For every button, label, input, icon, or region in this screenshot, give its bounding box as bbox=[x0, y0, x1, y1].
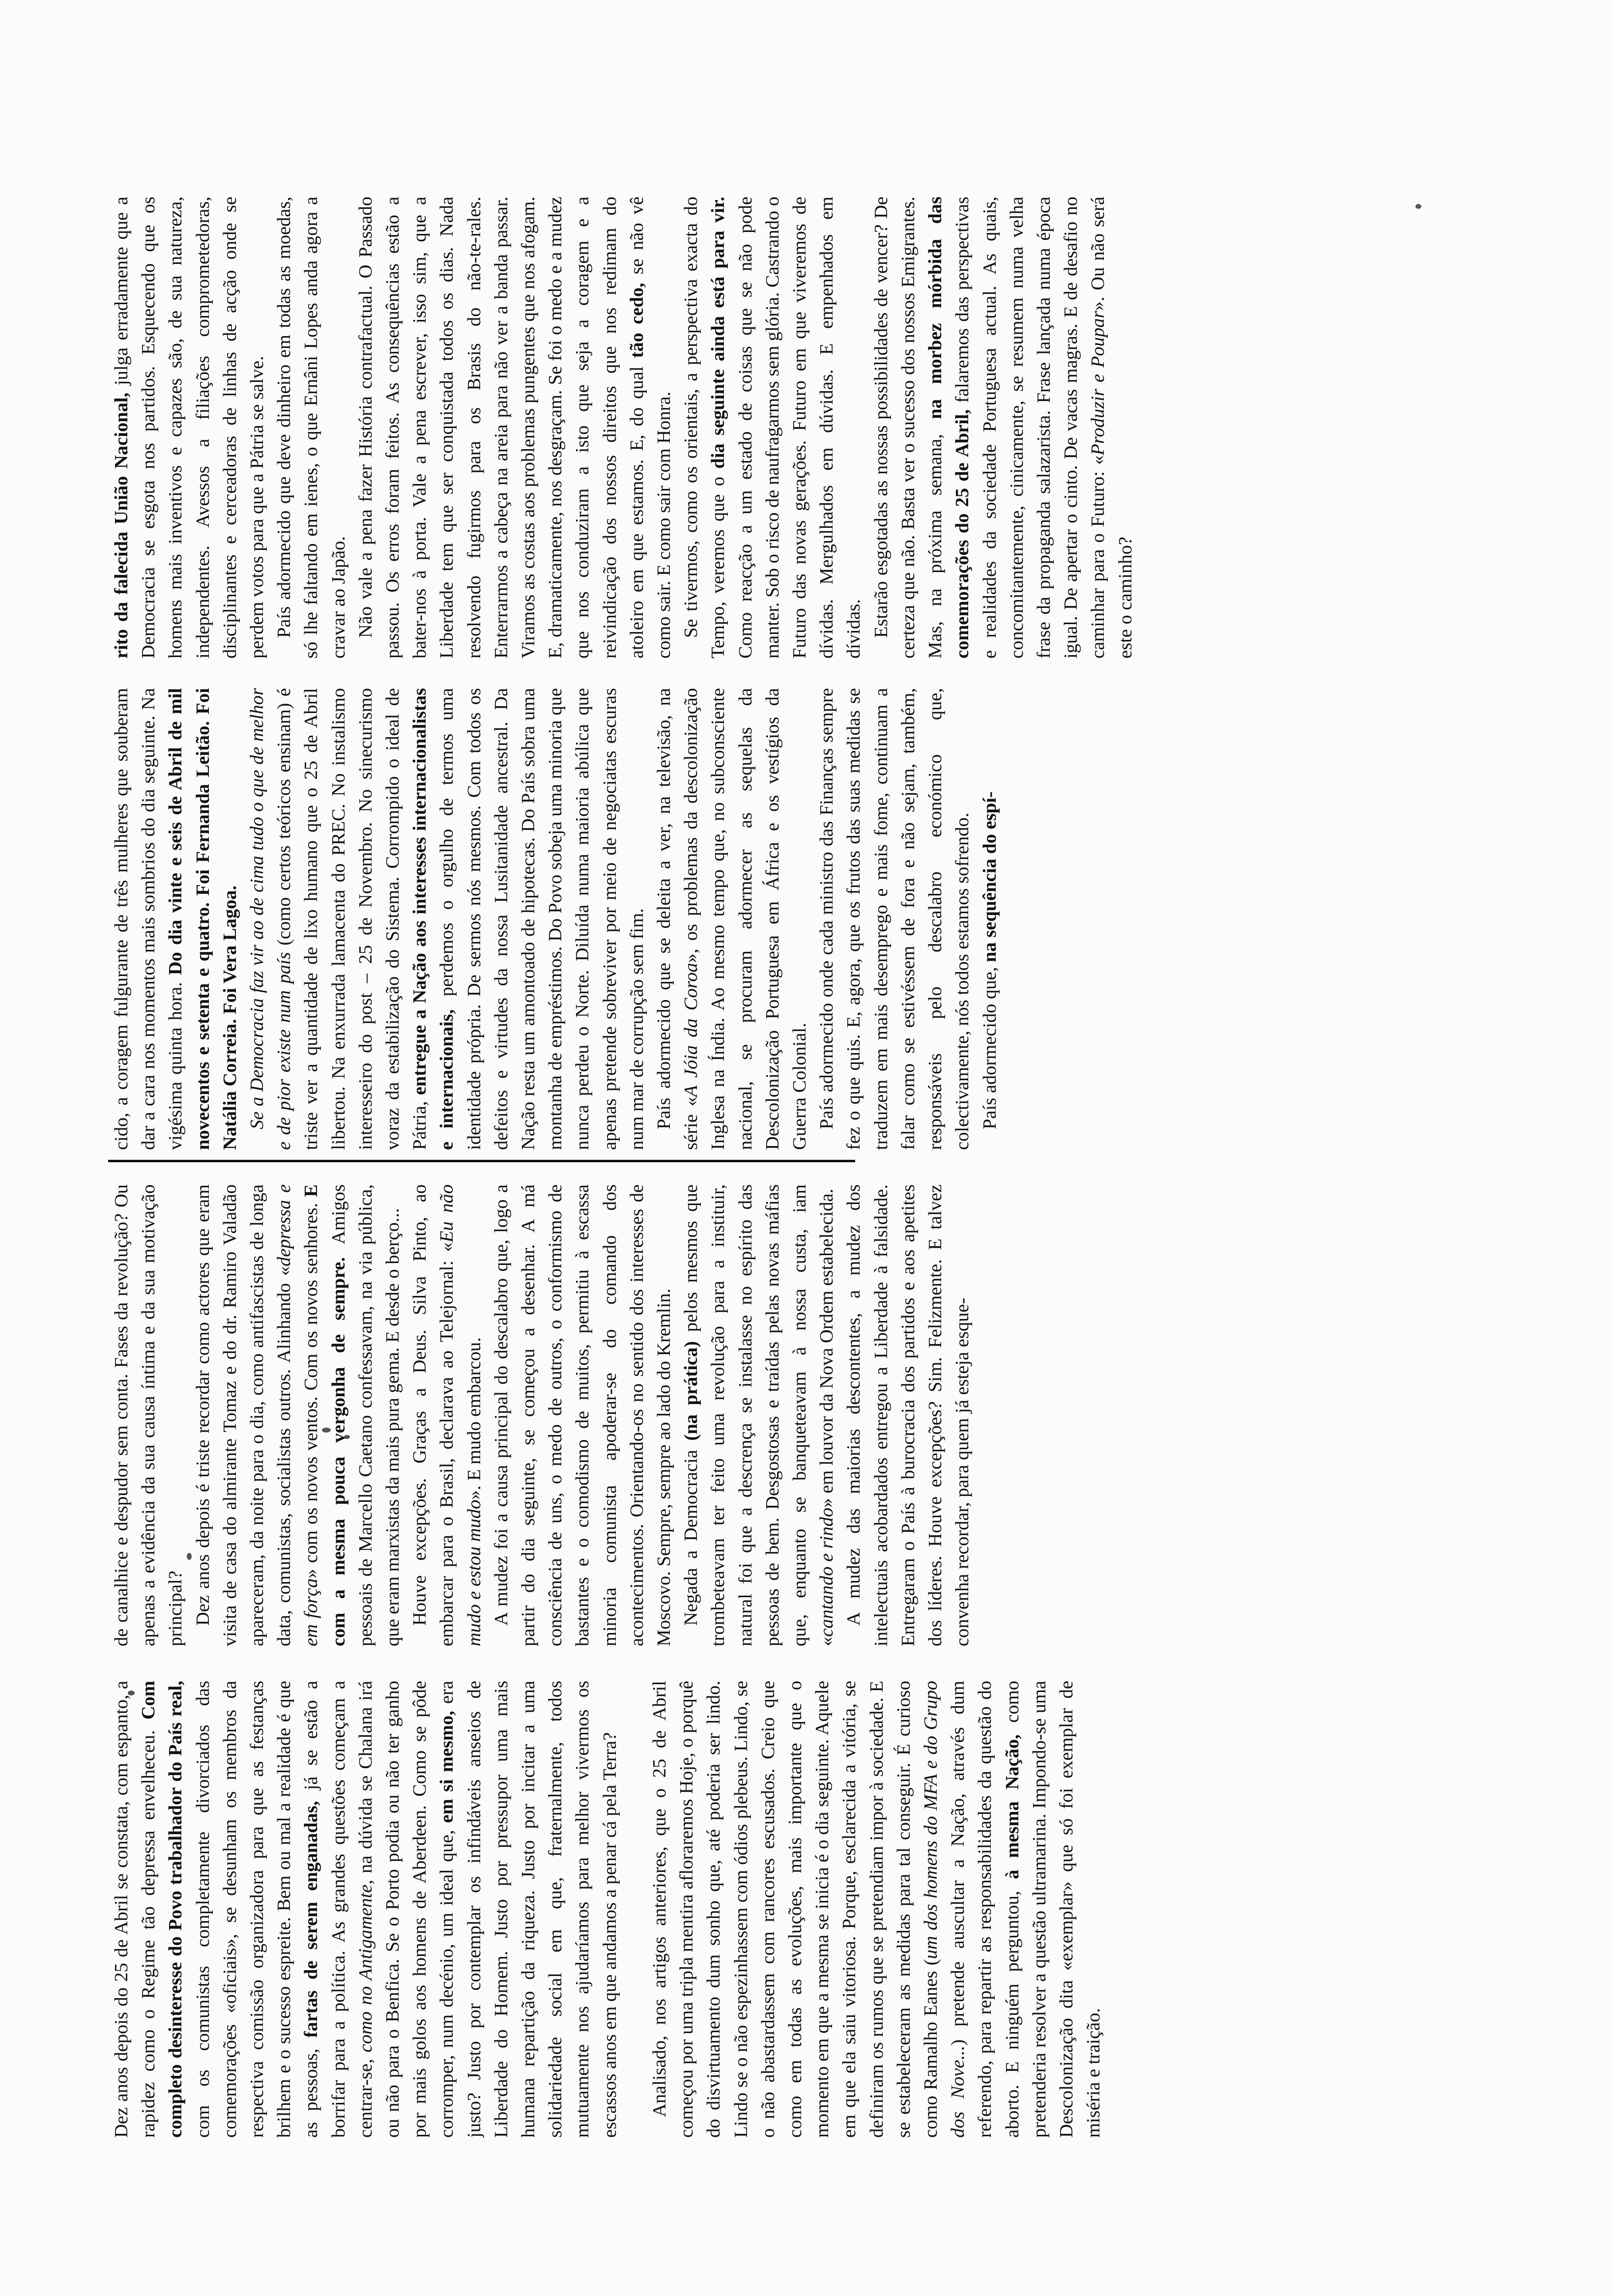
paragraph-text: ». E mudo embarcou. bbox=[463, 1337, 485, 1500]
italic-text: depressa e em força bbox=[274, 1184, 322, 1646]
paragraph-text: se não vê como sair. E como sair com Honra. bbox=[626, 197, 675, 659]
emphasis-text: em si mesmo, bbox=[436, 1711, 458, 1823]
italic-text: A Jóia da Coroa bbox=[681, 963, 702, 1097]
paragraph-text: já se estão a borrifar para a política. As grandes questões começam a centrar-se, bbox=[301, 1681, 376, 2138]
emphasis-text: rito da falecida União Nacional, bbox=[111, 392, 132, 659]
italic-text: Produzir e Poupar bbox=[1088, 311, 1109, 456]
emphasis-text: Com completo desinteresse do Povo trabalhador do País real, bbox=[138, 1681, 186, 2138]
italic-text: Eu não mudo e estou mudo bbox=[436, 1184, 485, 1646]
paragraph-text: na dúvida se Chalana irá ou não para o Benfica. Se o Porto podia ou não ter ganho por mais golos aos homens de Aberdeen. Como se pôde corromper, num decénio, um ideal que, bbox=[355, 1681, 458, 2138]
italic-text: um dos homens do MFA e do Grupo dos Nove... bbox=[921, 1681, 969, 2138]
paragraph-text: era justo? Justo por contemplar os infindáveis anseios de Liberdade do Homem. Justo por pressupor uma mais humana repartição da riqueza. Justo por incitar a uma solidariedade social em que, fraternalmente, todos mutuamente nos ajudaríamos para melhor vivermos os escassos anos em que andamos a penar cá pela Terra? bbox=[436, 1681, 620, 2138]
paragraph-text: Amigos pessoais de Marcello Caetano confessavam, na via pública, que eram marxistas da mais pura gema. E desde o berço... bbox=[328, 1184, 403, 1646]
paragraph-text: Negada a Democracia bbox=[681, 1450, 702, 1626]
italic-text: como no Antigamente, bbox=[355, 1879, 376, 2053]
paragraph-text: julga erradamente que a Democracia se esgota nos partidos. Esquecendo que os homens mais inventivos e capazes são, de sua natureza, independentes. Avessos a filiações comprometedoras, disciplinantes e cerceadoras de linhas de acção onde se perdem votos para que a Pátria se salve. bbox=[111, 197, 268, 659]
paragraph-text: Não vale a pena fazer História contrafactual. O Passado passou. Os erros foram feitos. As consequências estão a bater-nos à porta. Vale a pena escrever, isso sim, que a Liberdade tem que ser conquistada todos os dias. Nada resolvendo fugirmos para os Brasis do não-te-rales. Enterrarmos a cabeça na areia para não ver a banda passar. Viramos as costas aos problemas pungentes que nos afogam. E, dramaticamente, nos desgraçam. Se foi o medo e a mudez que nos conduziram a isto que seja a coragem e a reivindicação dos nossos direitos que nos redimam do atoleiro em que estamos. E, do qual bbox=[355, 197, 647, 659]
paragraph-text: cido, a coragem fulgurante de três mulheres que souberam dar a cara nos momentos mais sombrios do dia seguinte. Na vigésima quinta hora. bbox=[111, 688, 186, 1150]
emphasis-text: fartas de serem enganadas, bbox=[301, 1801, 322, 2038]
paragraph-text: pelos mesmos que trombeteavam ter feito uma revolução para a instituir, natural foi que a descrença se instalasse no espírito das pessoas de bem. Desgostosas e traídas pelas novas máfias que, enquanto se banqueteavam à nossa custa, iam « bbox=[681, 1184, 837, 1646]
emphasis-text: entregue a Nação aos interesses internacionalistas e internacionais, bbox=[409, 688, 458, 1150]
paragraph-text: Houve excepções. Graças a Deus. Silva Pinto, ao embarcar para o Brasil, declarava ao Telejornal: « bbox=[409, 1184, 458, 1646]
paragraph-text: de canalhice e despudor sem conta. Fases da revolução? Ou apenas a evidência da sua causa íntima e da sua motivação principal? bbox=[111, 1184, 186, 1646]
emphasis-text: na sequência do espí- bbox=[979, 791, 1000, 962]
paragraph-text: País adormecido que deve dinheiro em todas as moedas, só lhe faltando em ienes, o que Ernâni Lopes anda agora a cravar ao Japão. bbox=[274, 197, 349, 659]
paragraph-text: País adormecido que se deleita a ver, na televisão, na série « bbox=[654, 688, 702, 1150]
article-column-1 bbox=[108, 1681, 629, 2138]
emphasis-text: tão cedo, bbox=[626, 283, 647, 358]
article-column-4 bbox=[108, 197, 1415, 659]
paragraph-text: ». Ou não será este o caminho? bbox=[1088, 197, 1136, 659]
paragraph-text: Dez anos depois do 25 de Abril se constata, com espanto, a rapidez como o Regime tão depressa envelheceu. bbox=[111, 1681, 159, 2138]
paragraph-text: como pretenderia resolver a questão ultramarina. Impondo-se uma Descolonização dita «exemplar» que só foi exemplar de miséria e traição. bbox=[1002, 1681, 1104, 2138]
emphasis-text: à mesma Nação, bbox=[1002, 1734, 1023, 1879]
article-column-3 bbox=[108, 688, 1415, 1150]
italic-text: cantando e rindo bbox=[816, 1507, 837, 1637]
article-column-1-continued bbox=[646, 1681, 1423, 2138]
paragraph-text: A mudez das maiorias descontentes, a mudez dos intelectuais acobardados entregou a Liberdade à falsidade. Entregaram o País à burocracia dos partidos e aos apetites dos líderes. Houve excepções? Sim. Felizmente. E talvez convenha recordar, para quem já esteja esque- bbox=[843, 1184, 973, 1646]
article-text-rotated bbox=[108, 197, 1415, 2138]
article-column-2 bbox=[108, 1184, 1415, 1646]
paragraph-text: com os comunistas completamente divorciados das comemorações «oficiais», se desunham os membros da respectiva comissão organizadora para que as festanças brilhem e o sucesso espreite. Bem ou mal a realidade é que as pessoas, bbox=[192, 1681, 322, 2138]
column-divider-rule bbox=[108, 1160, 855, 1162]
paragraph-text: » com os novos ventos. Com os novos senhores. bbox=[301, 1203, 322, 1578]
scan-speck bbox=[1415, 204, 1421, 209]
italic-text: Se a Democracia faz vir ao de cima tudo o que de melhor e de pior existe num país bbox=[247, 688, 295, 1150]
emphasis-text: na morbez mórbida das comemorações do 25 de Abril, bbox=[925, 197, 973, 659]
emphasis-text: dia seguinte ainda está para vir. bbox=[708, 197, 729, 469]
paragraph-text: Dez anos depois é triste recordar como actores que eram visita de casa do almirante Tomaz e do dr. Ramiro Valadão apareceram, da noite para o dia, como antifascistas de longa data, comunistas, socialistas outros. Alinhando « bbox=[192, 1184, 295, 1646]
paragraph-text: falaremos das perspectivas e realidades da sociedade Portuguesa actual. As quais, concomitantemente, cinicamente, se resumem numa velha frase da propaganda salazarista. Frase lançada numa época igual. De apertar o cinto. De vacas magras. E de desafio no caminhar para o Futuro: « bbox=[952, 197, 1109, 659]
emphasis-text: E com a mesma pouca vergonha de sempre. bbox=[301, 1184, 349, 1646]
paragraph-text: perdemos o orgulho de termos uma identidade própria. De sermos nós mesmos. Com todos os defeitos e virtudes da nossa Lusitanidade ancestral. Da Nação resta um amontoado de hipotecas. Do País sobra uma montanha de empréstimos. Do Povo sobeja uma minoria que nunca perdeu o Norte. Diluída numa maioria abúlica que apenas pretende sobreviver por meio de negociatas escuras num mar de corrupção sem fim. bbox=[436, 688, 647, 1150]
paragraph-text: (como certos teóricos ensinam) é triste ver a quantidade de lixo humano que o 25 de Abril libertou. Na enxurrada lamacenta do PREC. No instalismo interesseiro do post – 25 de Novembro. No sinecurismo voraz da estabilização do Sistema. Corrompido o ideal de Pátria, bbox=[274, 688, 431, 1150]
emphasis-text: (na prática) bbox=[681, 1341, 702, 1441]
paragraph-text: » em louvor da Nova Ordem estabelecida. bbox=[816, 1188, 837, 1508]
paragraph-text: País adormecido onde cada ministro das Finanças sempre fez o que quis. E, agora, que os frutos das suas medidas se traduzem em mais desemprego e mais fome, continuam a falar como se estivéssem de fora e não sejam, também, responsáveis pelo descalabro económico que, colectivamente, nós todos estamos sofrendo. bbox=[816, 688, 973, 1150]
paragraph-text: Analisado, nos artigos anteriores, que o 25 de Abril começou por uma tripla mentira afloraremos Hoje, o porquê do disvirtuamento dum sonho que, até poderia ser lindo. Lindo se o não espezinhassem com ódios plebeus. Lindo, se o não abastardassem com rancores escusados. Creio que como em todas as evoluções, mais importante que o momento em que a mesma se inicia é o dia seguinte. Aquele em que ela saiu vitoriosa. Porque, esclarecida a vitória, se definiram os rumos que se pretendiam impor à sociedade. E se estabeleceram as medidas para tal conseguir. É curioso como Ramalho Eanes ( bbox=[649, 1681, 942, 2138]
paragraph-text: Se tivermos, como os orientais, a perspectiva exacta do Tempo, veremos que o bbox=[681, 197, 729, 659]
paragraph-text: Como reacção a um estado de coisas que se não pode manter. Sob o risco de naufragarmos sem glória. Castrando o Futuro das novas gerações. Futuro em que viveremos de dívidas. Mergulhados em dúvidas. E empenhados em dívidas. bbox=[735, 197, 864, 659]
paragraph-text: A mudez foi a causa principal do descalabro que, logo a partir do dia seguinte, se começou a desenhar. A má consciência de uns, o medo de outros, o conformismo de bastantes e o comodismo de muitos, permitiu à escassa minoria comunista apoderar-se do comando dos acontecimentos. Orientando-os no sentido dos interesses de Moscovo. Sempre, sempre ao lado do Kremlin. bbox=[490, 1184, 675, 1646]
paragraph-text: Estarão esgotadas as nossas possibilidades de vencer? De certeza que não. Basta ver o sucesso dos nossos Emigrantes. Mas, na próxima semana, bbox=[870, 197, 946, 659]
emphasis-text: Do dia vinte e seis de Abril de mil novecentos e setenta e quatro. Foi Fernanda Leitão. Foi Natália Correia. Foi Vera Lagoa. bbox=[165, 688, 240, 1150]
paragraph-text: », os problemas da descolonização Inglesa na Índia. Ao mesmo tempo que, no subconsciente nacional, se procuram adormecer as sequelas da Descolonização Portuguesa em África e os vestígios da Guerra Colonial. bbox=[681, 688, 810, 1150]
paragraph-text: País adormecido que, bbox=[979, 967, 1000, 1129]
paragraph-text: ) pretende auscultar a Nação, através dum referendo, para repartir as responsabilidades da questão do aborto. E ninguém perguntou, bbox=[948, 1681, 1023, 2138]
